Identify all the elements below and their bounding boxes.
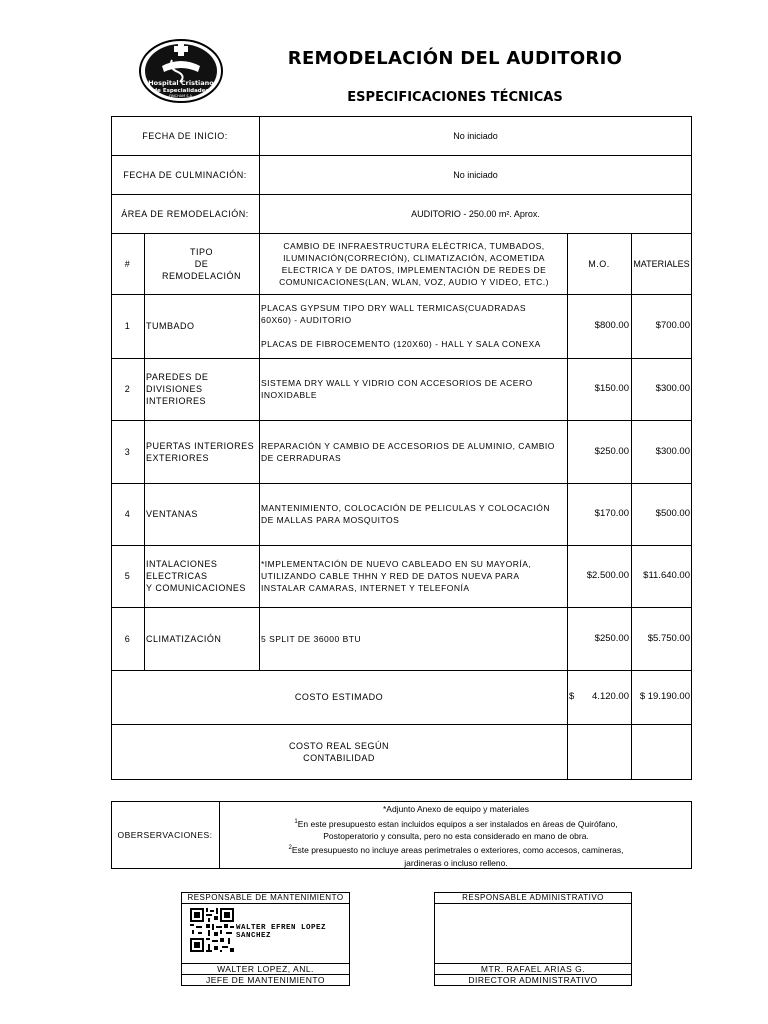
table-row-type: TUMBADO <box>146 321 195 331</box>
table-row-labor: $170.00 <box>594 508 629 519</box>
svg-text:de Especialidades: de Especialidades <box>153 88 209 94</box>
header-materials: MATERIALES <box>633 258 690 269</box>
svg-text:FINCHAM S.A.: FINCHAM S.A. <box>168 94 194 98</box>
estimated-cost-label: COSTO ESTIMADO <box>294 692 384 702</box>
table-row-num: 6 <box>124 633 131 644</box>
table-row-num: 5 <box>124 571 131 581</box>
table-row-type: CLIMATIZACIÓN <box>146 633 222 644</box>
svg-text:Hospital Cristiano: Hospital Cristiano <box>148 79 214 87</box>
header-type: TIPO DE REMODELACIÓN <box>161 246 241 281</box>
table-row-description: 5 SPLIT DE 36000 BTU <box>261 633 362 644</box>
maintenance-header: RESPONSABLE DE MANTENIMIENTO <box>187 892 344 902</box>
table-row-type: INTALACIONES ELECTRICAS Y COMUNICACIONES <box>146 559 246 593</box>
table-row-num: 4 <box>124 509 131 519</box>
table-row-materials: $500.00 <box>655 508 690 519</box>
area-value: AUDITORIO - 250.00 m². Aprox. <box>411 208 540 219</box>
admin-role: DIRECTOR ADMINISTRATIVO <box>468 975 598 985</box>
estimated-labor: 4.120.00 <box>592 691 629 702</box>
table-row-materials: $300.00 <box>655 445 690 457</box>
table-row-type: VENTANAS <box>146 509 198 519</box>
document-title: REMODELACIÓN DEL AUDITORIO <box>287 48 623 69</box>
table-row-description: *IMPLEMENTACIÓN DE NUEVO CABLEADO EN SU MAYORÍA, UTILIZANDO CABLE THHN Y RED DE DATOS NUEVA PARA INSTALAR CAMARAS, INTERNET Y TELEFONÍA <box>261 559 532 593</box>
admin-header: RESPONSABLE ADMINISTRATIVO <box>462 892 604 902</box>
table-row-description: MANTENIMIENTO, COLOCACIÓN DE PELICULAS Y COLOCACIÓN DE MALLAS PARA MOSQUITOS <box>261 503 551 525</box>
table-row-materials: $700.00 <box>655 320 690 331</box>
table-row-description: SISTEMA DRY WALL Y VIDRIO CON ACCESORIOS DE ACERO INOXIDABLE <box>261 378 533 400</box>
maintenance-role: JEFE DE MANTENIMIENTO <box>206 975 325 985</box>
area-label: ÁREA DE REMODELACIÓN: <box>121 208 249 219</box>
real-cost-label: COSTO REAL SEGÚN CONTABILIDAD <box>288 741 390 763</box>
table-row-num: 1 <box>124 321 131 331</box>
table-row-num: 3 <box>124 446 131 457</box>
table-row-labor: $250.00 <box>594 445 629 457</box>
header-num: # <box>124 258 131 269</box>
observations-text: *Adjunto Anexo de equipo y materiales $^1$En este presupuesto estan incluidos equipos a ser instalados en áreas de Quirófano, Postoperatorio y consulta, pero no esta considerado en mano de obra. $^2$Este presupuesto no incluye areas perimetrales o exteriores, como accesos, camineras, jardineras o incluso relleno. <box>288 804 624 868</box>
header-labor: M.O. <box>588 258 610 269</box>
document-subtitle: ESPECIFICACIONES TÉCNICAS <box>347 90 563 105</box>
hospital-logo <box>138 38 224 104</box>
start-date-label: FECHA DE INICIO: <box>142 130 228 141</box>
table-row-materials: $11.640.00 <box>643 570 690 581</box>
end-date-value: No iniciado <box>453 169 498 180</box>
table-row-description: PLACAS GYPSUM TIPO DRY WALL TERMICAS(CUADRADAS 60X60) - AUDITORIO PLACAS DE FIBROCEMENTO (120X60) - HALL Y SALA CONEXA <box>261 303 541 349</box>
table-row-num: 2 <box>124 384 131 394</box>
header-description: CAMBIO DE INFRAESTRUCTURA ELÉCTRICA, TUMBADOS, ILUMINACIÓN(CORRECIÓN), CLIMATIZACIÓN, ACOMETIDA ELECTRICA Y DE DATOS, IMPLEMENTACIÓN DE REDES DE COMUNICACIONES(LAN, WLAN, VOZ, AUDIO Y VIDEO, ETC.) <box>279 240 549 287</box>
table-row-labor: $150.00 <box>594 383 629 394</box>
observations-label: OBERSERVACIONES: <box>117 830 213 840</box>
table-row-labor: $250.00 <box>594 632 629 644</box>
end-date-label: FECHA DE CULMINACIÓN: <box>123 169 247 180</box>
estimated-materials: $ 19.190.00 <box>639 691 690 702</box>
table-row-labor: $800.00 <box>594 320 629 331</box>
admin-name: MTR. RAFAEL ARIAS G. <box>480 963 586 974</box>
table-row-type: PUERTAS INTERIORES EXTERIORES <box>146 440 255 463</box>
start-date-value: No iniciado <box>453 130 498 141</box>
table-row-type: PAREDES DE DIVISIONES INTERIORES <box>146 372 209 406</box>
table-row-materials: $5.750.00 <box>647 632 690 644</box>
table-row-description: REPARACIÓN Y CAMBIO DE ACCESORIOS DE ALUMINIO, CAMBIO DE CERRADURAS <box>261 440 555 463</box>
table-row-labor: $2.500.00 <box>586 570 629 581</box>
signed-by-name: WALTER EFREN LOPEZ SANCHEZ <box>236 924 327 940</box>
maintenance-name: WALTER LOPEZ, ANL. <box>217 963 314 974</box>
estimated-currency: $ <box>569 691 575 702</box>
table-row-materials: $300.00 <box>655 383 690 394</box>
qr-code-icon <box>190 908 234 952</box>
